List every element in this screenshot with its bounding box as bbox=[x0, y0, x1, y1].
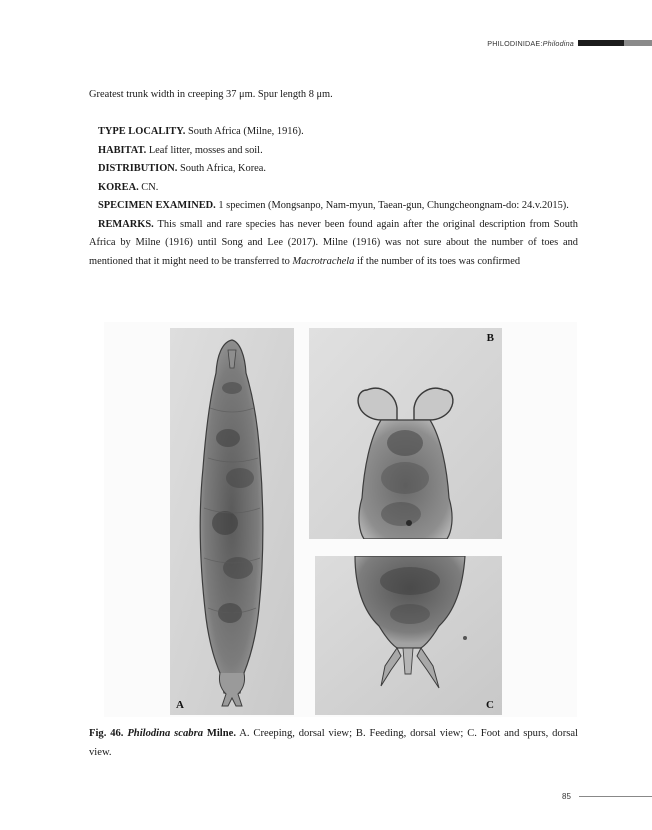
running-head bbox=[487, 38, 652, 48]
measurements-paragraph bbox=[89, 86, 578, 105]
panel-c-label: C bbox=[486, 699, 494, 711]
caption-fig-label: Fig. 46. bbox=[89, 728, 128, 739]
species-entries bbox=[89, 123, 578, 271]
caption-author: Milne. bbox=[203, 728, 236, 739]
habitat-text: Leaf litter, mosses and soil. bbox=[146, 144, 263, 156]
specimen-text: 1 specimen (Mongsanpo, Nam-myun, Taean-gun, Chungcheongnam-do: 24.v.2015). bbox=[215, 200, 569, 211]
distribution-label: DISTRIBUTION. bbox=[98, 163, 178, 174]
type-locality-text: South Africa (Milne, 1916). bbox=[185, 126, 304, 137]
remarks-label: REMARKS. bbox=[98, 218, 154, 230]
running-head-bar-grey bbox=[624, 40, 652, 46]
type-locality-label: TYPE LOCALITY. bbox=[98, 126, 186, 137]
specimen-entry bbox=[89, 197, 578, 216]
remarks-text-after: if the number of its toes was confirmed bbox=[354, 255, 521, 267]
running-head-section: PHILODINIDAE: bbox=[487, 38, 543, 48]
distribution-text: South Africa, Korea. bbox=[177, 163, 266, 174]
footer-rule bbox=[579, 796, 652, 797]
habitat-label: HABITAT. bbox=[98, 144, 147, 156]
remarks-entry bbox=[89, 216, 578, 272]
panel-a-creeping-photo bbox=[170, 328, 294, 715]
korea-label: KOREA. bbox=[98, 181, 139, 193]
panel-c-micrograph bbox=[315, 556, 502, 715]
distribution-entry bbox=[89, 160, 578, 179]
panel-a-micrograph bbox=[170, 328, 294, 715]
caption-species: Philodina scabra bbox=[127, 728, 203, 739]
panel-b-feeding-photo bbox=[309, 328, 502, 539]
caption-text: A. Creeping, dorsal view; B. Feeding, dorsal view; C. Foot and spurs, dorsal view. bbox=[89, 728, 578, 758]
measurements-text: Greatest trunk width in creeping 37 μm. Spur length 8 μm. bbox=[89, 89, 333, 100]
running-head-genus: Philodina bbox=[542, 38, 574, 48]
figure-caption bbox=[89, 725, 578, 762]
type-locality-entry bbox=[89, 123, 578, 142]
remarks-genus: Macrotrachela bbox=[292, 255, 355, 267]
figure-46 bbox=[104, 322, 577, 717]
habitat-entry bbox=[89, 142, 578, 161]
korea-entry bbox=[89, 179, 578, 198]
korea-text: CN. bbox=[138, 181, 159, 193]
specimen-label: SPECIMEN EXAMINED. bbox=[98, 200, 216, 211]
panel-b-micrograph bbox=[309, 328, 502, 539]
page-footer bbox=[562, 790, 652, 802]
panel-c-foot-photo bbox=[315, 556, 502, 715]
panel-a-label: A bbox=[176, 699, 184, 711]
page-number: 85 bbox=[562, 791, 571, 801]
panel-b-label: B bbox=[486, 332, 494, 344]
remarks-text-before: This small and rare species has never been found again after the original description from South Africa by Milne (1916) until Song and Lee (2017). Milne (1916) was not sure about the number of toes and mentioned that it might need to be transferred to bbox=[89, 218, 578, 267]
running-head-bar-dark bbox=[578, 40, 624, 46]
